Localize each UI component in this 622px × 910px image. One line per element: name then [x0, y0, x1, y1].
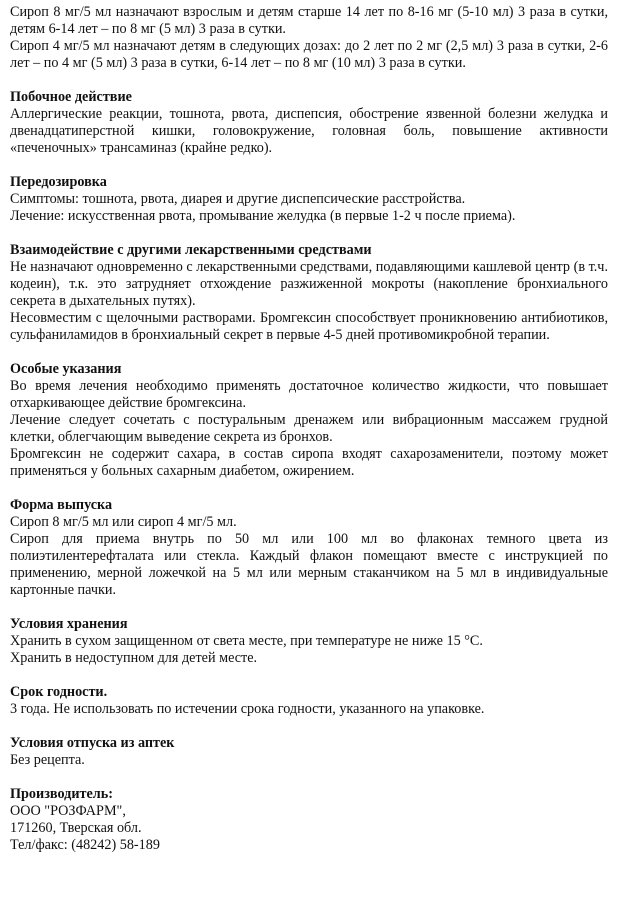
shelf-life-paragraph: 3 года. Не использовать по истечении срока годности, указанного на упаковке. — [10, 701, 485, 717]
manufacturer-section — [10, 786, 608, 854]
leaflet-page — [10, 4, 608, 854]
storage-paragraph-2: Хранить в недоступном для детей месте. — [10, 650, 258, 666]
release-form-heading: Форма выпуска — [10, 497, 113, 513]
storage-paragraph-1: Хранить в сухом защищенном от света месте, при температуре не ниже 15 °С. — [10, 633, 483, 649]
interactions-heading: Взаимодействие с другими лекарственными средствами — [10, 242, 372, 258]
special-instructions-paragraph-1: Во время лечения необходимо применять достаточное количество жидкости, что повышает отхаркивающее действие бромгексина. — [10, 378, 608, 411]
dispensing-heading: Условия отпуска из аптек — [10, 735, 175, 751]
storage-heading: Условия хранения — [10, 616, 128, 632]
overdose-heading: Передозировка — [10, 174, 107, 190]
shelf-life-heading: Срок годности. — [10, 684, 108, 700]
manufacturer-heading: Производитель: — [10, 786, 113, 802]
release-form-paragraph-2: Сироп для приема внутрь по 50 мл или 100 мл во флаконах темного цвета из полиэтилентерефталата или стекла. Каждый флакон помещают вместе с инструкцией по применению, мерной ложечкой на 5 мл или мерным стаканчиком на 5 мл в индивидуальные картонные пачки. — [10, 531, 608, 598]
overdose-treatment: Лечение: искусственная рвота, промывание желудка (в первые 1-2 ч после приема). — [10, 208, 516, 224]
storage-section — [10, 616, 608, 667]
manufacturer-name: ООО "РОЗФАРМ", — [10, 803, 126, 819]
overdose-symptoms: Симптомы: тошнота, рвота, диарея и другие диспепсические расстройства. — [10, 191, 466, 207]
special-instructions-paragraph-3: Бромгексин не содержит сахара, в состав сиропа входят сахарозаменители, поэтому может применяться у больных сахарным диабетом, ожирением. — [10, 446, 608, 479]
manufacturer-address: 171260, Тверская обл. — [10, 820, 142, 836]
manufacturer-phone: Тел/факс: (48242) 58-189 — [10, 837, 160, 853]
release-form-section — [10, 497, 608, 599]
special-instructions-section — [10, 361, 608, 480]
special-instructions-heading: Особые указания — [10, 361, 122, 377]
release-form-paragraph-1: Сироп 8 мг/5 мл или сироп 4 мг/5 мл. — [10, 514, 237, 530]
shelf-life-section — [10, 684, 608, 718]
interactions-section — [10, 242, 608, 344]
dosage-section — [10, 4, 608, 72]
dosage-paragraph-adults: Сироп 8 мг/5 мл назначают взрослым и детям старше 14 лет по 8-16 мг (5-10 мл) 3 раза в сутки, детям 6-14 лет – по 8 мг (5 мл) 3 раза в сутки. — [10, 4, 608, 37]
side-effects-paragraph: Аллергические реакции, тошнота, рвота, диспепсия, обострение язвенной болезни желудка и двенадцатиперстной кишки, головокружение, головная боль, повышение активности «печеночных» трансаминаз (крайне редко). — [10, 106, 608, 156]
interactions-paragraph-1: Не назначают одновременно с лекарственными средствами, подавляющими кашлевой центр (в т.ч. кодеин), т.к. это затрудняет отхождение разжиженной мокроты (накопление бронхиального секрета в дыхательных путях). — [10, 259, 608, 309]
special-instructions-paragraph-2: Лечение следует сочетать с постуральным дренажем или вибрационным массажем грудной клетки, облегчающим выведение секрета из бронхов. — [10, 412, 608, 445]
side-effects-section — [10, 89, 608, 157]
dosage-paragraph-children: Сироп 4 мг/5 мл назначают детям в следующих дозах: до 2 лет по 2 мг (2,5 мл) 3 раза в сутки, 2-6 лет – по 4 мг (5 мл) 3 раза в сутки, 6-14 лет – по 8 мг (10 мл) 3 раза в сутки. — [10, 38, 608, 71]
side-effects-heading: Побочное действие — [10, 89, 132, 105]
dispensing-paragraph: Без рецепта. — [10, 752, 85, 768]
interactions-paragraph-2: Несовместим с щелочными растворами. Бромгексин способствует проникновению антибиотиков, сульфаниламидов в бронхиальный секрет в первые 4-5 дней противомикробной терапии. — [10, 310, 608, 343]
overdose-section — [10, 174, 608, 225]
dispensing-section — [10, 735, 608, 769]
